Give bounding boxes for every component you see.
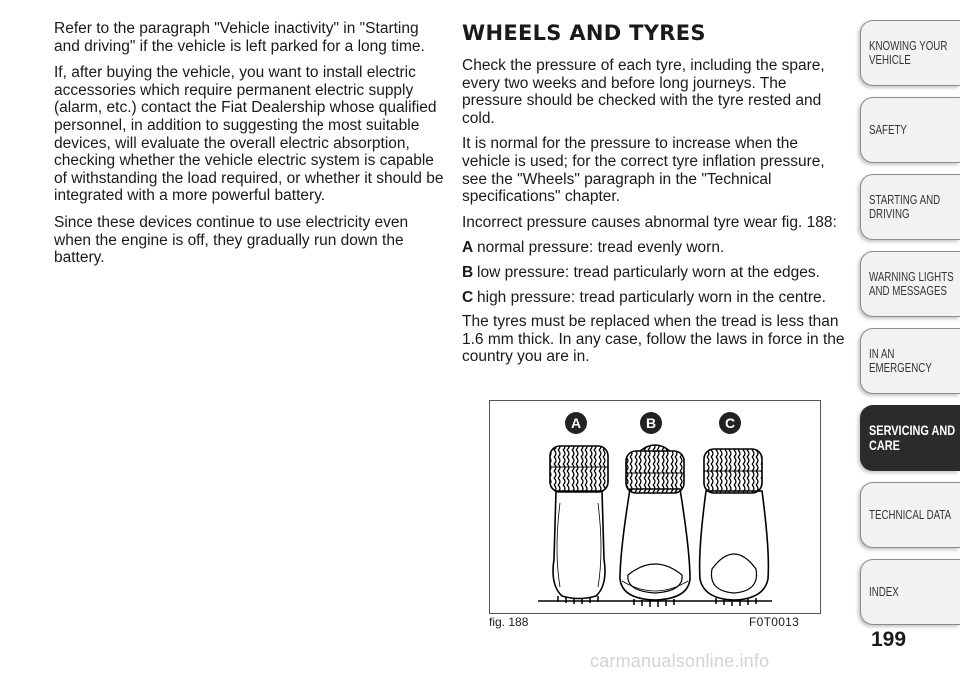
item-text: normal pressure: tread evenly worn. xyxy=(477,239,725,257)
tab-label: INDEX xyxy=(869,585,899,599)
paragraph-incorrect-pressure: Incorrect pressure causes abnormal tyre wear fig. 188: xyxy=(462,213,837,231)
paragraph-electric-accessories: If, after buying the vehicle, you want to install electric accessories which require permanent electric supply (alarm, etc.) contact the Fiat Dealership whose qualified personnel, in addition to suggesting the most suitable devices, will evaluate the overall electric absorption, checking whether the vehicle electric system is capable of withstanding the load required, or whether it should be integrated with a more powerful battery. xyxy=(54,64,444,205)
right-column xyxy=(462,20,846,374)
paragraph-battery-drain: Since these devices continue to use electricity even when the engine is off, they gradually run down the battery. xyxy=(54,213,409,267)
badge-b xyxy=(640,412,662,434)
tab-starting-and-driving[interactable] xyxy=(860,174,960,240)
figure-code: F0T0013 xyxy=(749,615,800,629)
paragraph-vehicle-inactivity: Refer to the paragraph "Vehicle inactivity" in "Starting and driving" if the vehicle is left parked for a long time. xyxy=(54,20,425,55)
svg-text:B: B xyxy=(645,415,657,431)
tab-knowing-your-vehicle[interactable] xyxy=(860,20,960,86)
page-number: 199 xyxy=(871,628,907,651)
tab-label: TECHNICAL DATA xyxy=(869,508,952,522)
paragraph-replace-tyres: The tyres must be replaced when the tread is less than 1.6 mm thick. In any case, follow the laws in force in the country you are in. xyxy=(462,313,845,366)
list-item xyxy=(462,289,846,307)
section-heading: WHEELS AND TYRES xyxy=(462,21,706,45)
chapter-tabs xyxy=(860,20,960,636)
tab-label: STARTING AND DRIVING xyxy=(869,193,941,221)
item-text: high pressure: tread particularly worn in the centre. xyxy=(477,288,826,306)
tab-label: KNOWING YOUR VEHICLE xyxy=(869,39,948,67)
watermark: carmanualsonline.info xyxy=(590,651,770,671)
badge-c xyxy=(719,412,741,434)
tab-servicing-and-care[interactable] xyxy=(860,405,960,471)
left-column xyxy=(54,20,446,276)
paragraph-check-pressure: Check the pressure of each tyre, including the spare, every two weeks and before long journeys. The pressure should be checked with the tyre rested and cold. xyxy=(462,57,825,127)
tab-warning-lights-and-messages[interactable] xyxy=(860,251,960,317)
list-item xyxy=(462,264,846,282)
tab-in-an-emergency[interactable] xyxy=(860,328,960,394)
tyre-normal-pressure xyxy=(550,446,608,604)
tab-safety[interactable] xyxy=(860,97,960,163)
tyre-wear-figure xyxy=(489,400,821,614)
tab-label: IN AN EMERGENCY xyxy=(869,347,932,375)
item-letter: A xyxy=(462,239,474,257)
item-text: low pressure: tread particularly worn at the edges. xyxy=(477,263,820,281)
svg-text:A: A xyxy=(570,415,582,431)
figure-label: fig. 188 xyxy=(489,615,529,629)
item-letter: C xyxy=(462,288,474,306)
svg-text:C: C xyxy=(724,415,736,431)
tyre-wear-illustration xyxy=(490,401,820,613)
list-item xyxy=(462,239,846,257)
tyre-high-pressure xyxy=(700,449,769,606)
tab-label: SERVICING AND CARE xyxy=(869,422,956,453)
tab-label: WARNING LIGHTS AND MESSAGES xyxy=(869,270,954,298)
tab-technical-data[interactable] xyxy=(860,482,960,548)
tab-index[interactable] xyxy=(860,559,960,625)
item-letter: B xyxy=(462,263,474,281)
tab-label: SAFETY xyxy=(869,123,907,137)
badge-a xyxy=(565,412,587,434)
paragraph-pressure-increase: It is normal for the pressure to increase when the vehicle is used; for the correct tyre inflation pressure, see the "Wheels" paragraph in the "Technical specifications" chapter. xyxy=(462,135,825,206)
tyre-low-pressure xyxy=(620,445,690,607)
